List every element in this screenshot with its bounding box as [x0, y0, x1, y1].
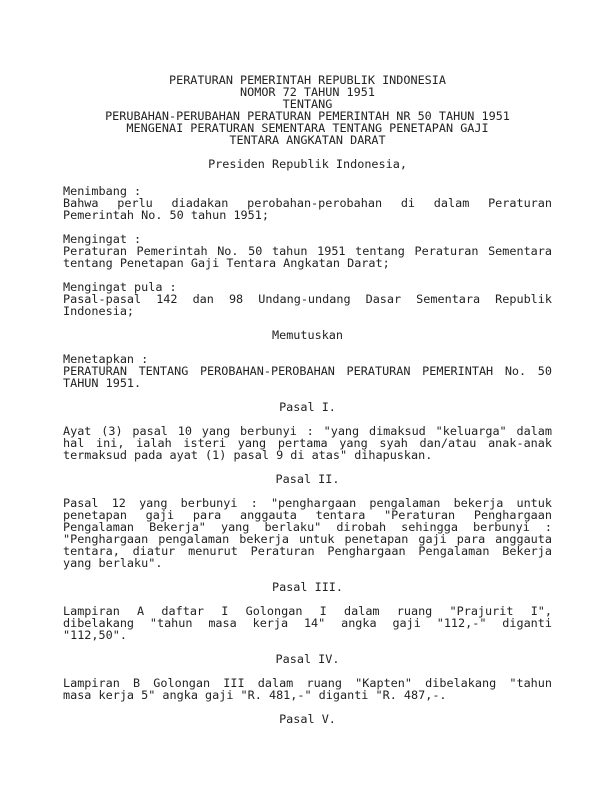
doc-title-line-5: MENGENAI PERATURAN SEMENTARA TENTANG PENETAPAN GAJI [126, 121, 489, 135]
text-line: termaksud pada ayat (1) pasal 9 di atas" dihapuskan. [63, 448, 433, 462]
text-line: Lampiran B Golongan III dalam ruang "Kapten" dibelakang "tahun [63, 676, 552, 690]
text-line: tentang Penetapan Gaji Tentara Angkatan Darat; [63, 256, 390, 270]
document-content [63, 74, 552, 737]
doc-title [63, 74, 552, 146]
heading-line: Pasal V. [279, 712, 336, 726]
heading-line: Memutuskan [271, 328, 344, 342]
text-line: TAHUN 1951. [63, 376, 142, 390]
text-line: dibelakang "tahun masa kerja 14" angka gaji "112,-" diganti [63, 616, 552, 630]
text-line: penetapan gaji para anggauta tentara "Peraturan Penghargaan [63, 508, 552, 522]
pasal-4-body [63, 677, 552, 701]
section-menetapkan [63, 353, 552, 389]
section-label: Mengingat : [63, 232, 142, 246]
text-line: "112,50". [63, 628, 127, 642]
text-line: Pemerintah No. 50 tahun 1951; [63, 208, 269, 222]
doc-title-line-1: PERATURAN PEMERINTAH REPUBLIK INDONESIA [169, 73, 446, 87]
text-line: yang berlaku". [63, 556, 163, 570]
salutation-block [63, 158, 552, 170]
doc-title-line-3: TENTANG [282, 97, 333, 111]
doc-title-line-4: PERUBAHAN-PERUBAHAN PERATURAN PEMERINTAH NR 50 TAHUN 1951 [105, 109, 510, 123]
text-line: "Penghargaan pengalaman bekerja untuk penetapan gaji para anggauta [63, 532, 552, 546]
text-line: Bahwa perlu diadakan perobahan-perobahan di dalam Peraturan [63, 196, 552, 210]
pasal-3-heading [63, 581, 552, 593]
heading-line: Pasal II. [275, 472, 340, 486]
pasal-1-body [63, 425, 552, 461]
section-label: Mengingat pula : [63, 280, 177, 294]
heading-line: Pasal III. [271, 580, 344, 594]
memutuskan-heading [63, 329, 552, 341]
text-line: Ayat (3) pasal 10 yang berbunyi : "yang dimaksud "keluarga" dalam [63, 424, 552, 438]
text-line: Pengalaman Bekerja" yang berlaku" dirobah sehingga berbunyi : [63, 520, 552, 534]
pasal-5-heading [63, 713, 552, 725]
pasal-4-heading [63, 653, 552, 665]
salutation-line: Presiden Republik Indonesia, [208, 157, 407, 171]
section-label: Menetapkan : [63, 352, 149, 366]
doc-title-line-2: NOMOR 72 TAHUN 1951 [240, 85, 375, 99]
pasal-3-body [63, 605, 552, 641]
section-mengingat-pula [63, 281, 552, 317]
text-line: Pasal-pasal 142 dan 98 Undang-undang Dasar Sementara Republik [63, 292, 552, 306]
heading-line: Pasal IV. [275, 652, 340, 666]
text-line: Lampiran A daftar I Golongan I dalam ruang "Prajurit I", [63, 604, 552, 618]
pasal-2-body [63, 497, 552, 569]
pasal-2-heading [63, 473, 552, 485]
text-line: tentara, diatur menurut Peraturan Penghargaan Pengalaman Bekerja [63, 544, 552, 558]
doc-title-line-6: TENTARA ANGKATAN DARAT [229, 133, 386, 147]
pasal-1-heading [63, 401, 552, 413]
text-line: PERATURAN TENTANG PEROBAHAN-PEROBAHAN PERATURAN PEMERINTAH No. 50 [63, 364, 552, 378]
section-mengingat [63, 233, 552, 269]
text-line: hal ini, ialah isteri yang pertama yang syah dan/atau anak-anak [63, 436, 552, 450]
section-label: Menimbang : [63, 184, 142, 198]
text-line: masa kerja 5" angka gaji "R. 481,-" diganti "R. 487,-. [63, 688, 447, 702]
text-line: Indonesia; [63, 304, 135, 318]
section-menimbang [63, 185, 552, 221]
text-line: Peraturan Pemerintah No. 50 tahun 1951 tentang Peraturan Sementara [63, 244, 552, 258]
heading-line: Pasal I. [279, 400, 336, 414]
text-line: Pasal 12 yang berbunyi : "penghargaan pengalaman bekerja untuk [63, 496, 552, 510]
